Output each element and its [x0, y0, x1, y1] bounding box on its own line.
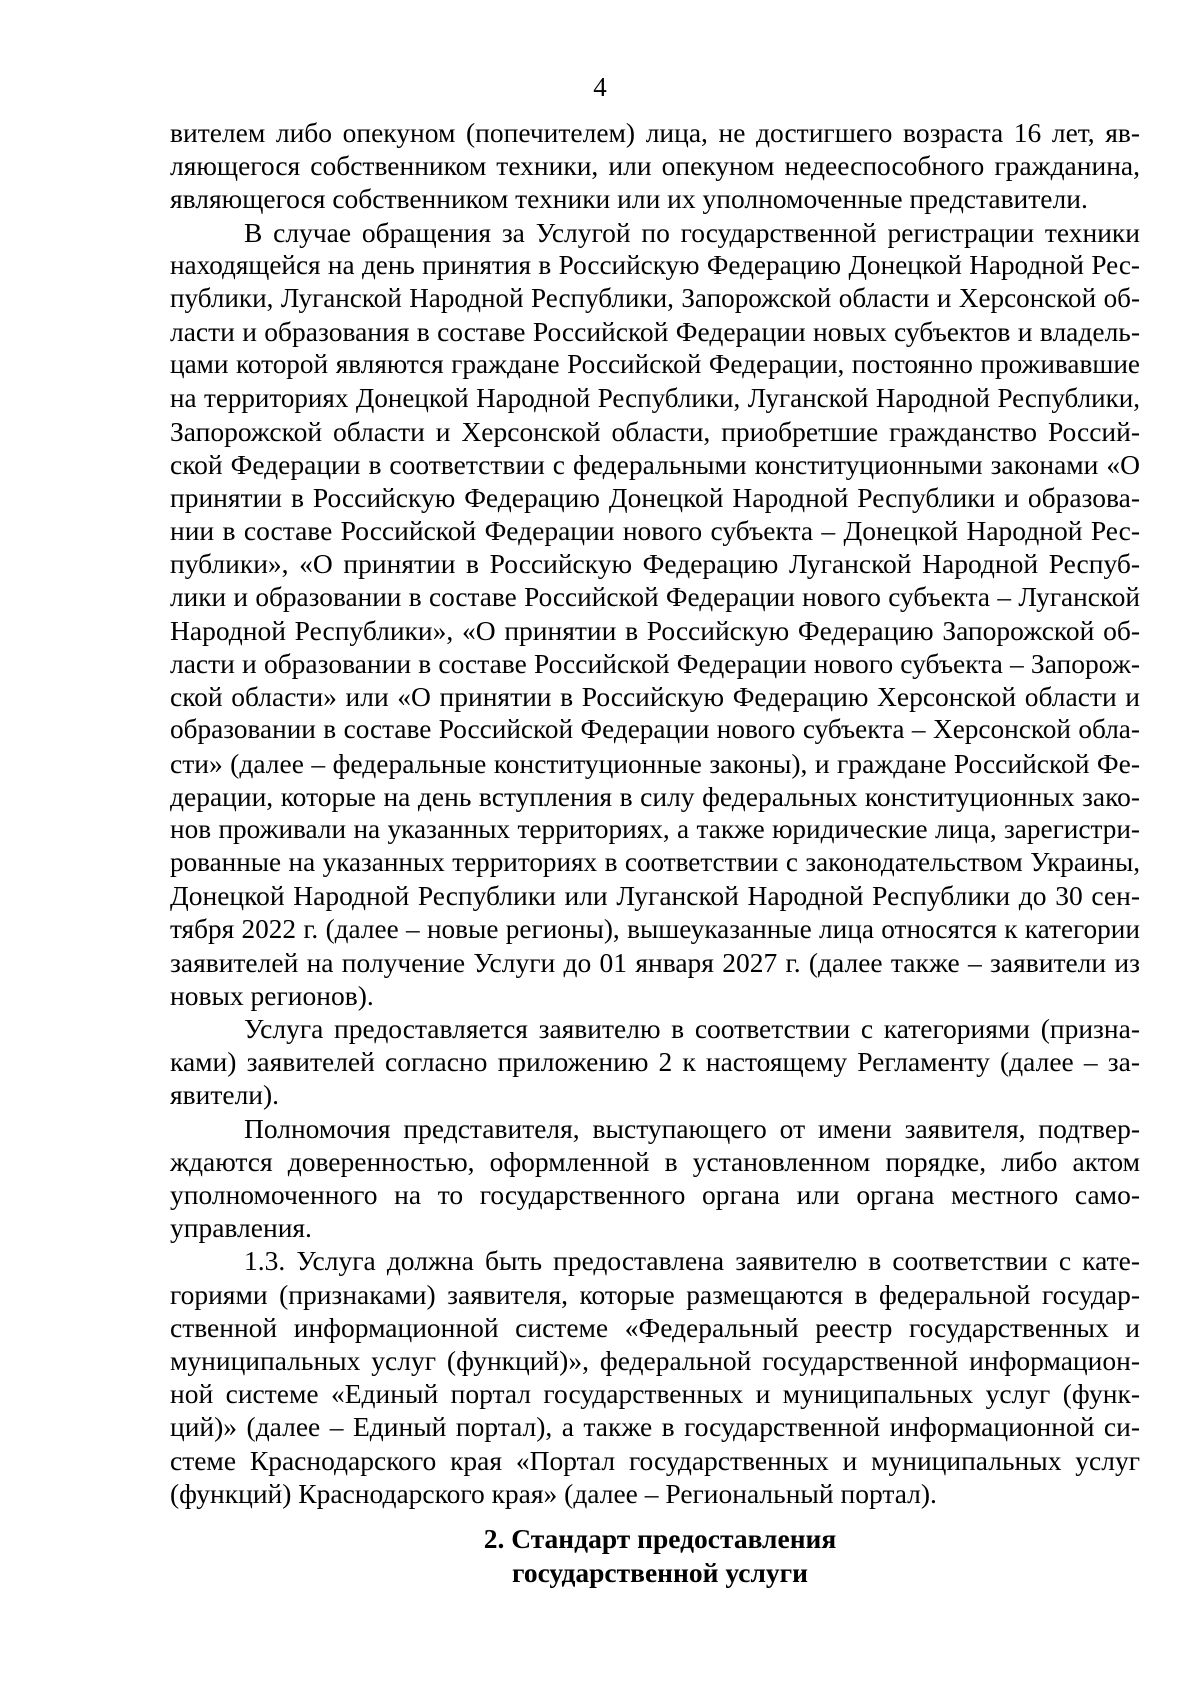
text-line: являющегося собственником техники или их уполномоченные представители. [170, 183, 1088, 215]
paragraph [170, 116, 1140, 216]
text-line: дерации, которые на день вступления в силу федеральных конституционных зако- [170, 780, 1140, 812]
text-line: 1.3. Услуга должна быть предоставлена заявителю в соответствии с кате- [244, 1245, 1140, 1277]
text-line: принятии в Российскую Федерацию Донецкой Народной Республики и образова- [170, 482, 1140, 514]
paragraph [170, 1012, 1140, 1112]
text-line: В случае обращения за Услугой по государственной регистрации техники [244, 216, 1140, 248]
text-line: публики, Луганской Народной Республики, Запорожской области и Херсонской об- [170, 282, 1140, 313]
text-line: публики», «О принятии в Российскую Федерацию Луганской Народной Респуб- [170, 548, 1140, 580]
text-line: ной системе «Единый портал государственных и муниципальных услуг (функ- [170, 1378, 1140, 1410]
text-line: заявителей на получение Услуги до 01 января 2027 г. (далее также – заявители из [170, 946, 1140, 978]
paragraph [170, 1112, 1140, 1245]
text-line: гориями (признаками) заявителя, которые размещаются в федеральной государ- [170, 1278, 1140, 1310]
text-line: ской области» или «О принятии в Российскую Федерацию Херсонской области и [170, 681, 1140, 713]
text-line: лики и образовании в составе Российской Федерации нового субъекта – Луганской [170, 581, 1140, 612]
text-line: муниципальных услуг (функций)», федеральной государственной информацион- [170, 1344, 1140, 1376]
text-line: Запорожской области и Херсонской области, приобретшие гражданство Россий- [170, 415, 1140, 447]
text-line: ками) заявителей согласно приложению 2 к настоящему Регламенту (далее – за- [170, 1046, 1140, 1078]
text-line: ласти и образования в составе Российской Федерации новых субъектов и владель- [170, 316, 1140, 348]
text-line: ласти и образовании в составе Российской Федерации нового субъекта – Запорож- [170, 648, 1140, 679]
text-line: управления. [170, 1212, 312, 1244]
text-line: ственной информационной системе «Федеральный реестр государственных и [170, 1311, 1140, 1343]
text-line: Полномочия представителя, выступающего от имени заявителя, подтвер- [244, 1112, 1140, 1144]
text-line: Народной Республики», «О принятии в Российскую Федерацию Запорожской об- [170, 614, 1140, 646]
text-line: уполномоченного на то государственного органа или органа местного само- [170, 1179, 1140, 1210]
text-line: новых регионов). [170, 979, 374, 1011]
text-line: тября 2022 г. (далее – новые регионы), вышеуказанные лица относятся к категории [170, 913, 1140, 944]
section-heading-line-1: 2. Стандарт предоставления [483, 1523, 837, 1554]
text-line: ждаются доверенностью, оформленной в установленном порядке, либо актом [170, 1145, 1140, 1177]
text-line: (функций) Краснодарского края» (далее – Региональный портал). [170, 1477, 937, 1509]
text-line: находящейся на день принятия в Российскую Федерацию Донецкой Народной Рес- [170, 249, 1140, 280]
text-line: на территориях Донецкой Народной Республики, Луганской Народной Республики, [170, 382, 1140, 413]
text-line: ской Федерации в соответствии с федеральными конституционными законами «О [170, 448, 1140, 480]
text-line: рованные на указанных территориях в соответствии с законодательством Украины, [170, 847, 1140, 878]
text-line: нии в составе Российской Федерации нового субъекта – Донецкой Народной Рес- [170, 515, 1140, 547]
text-line: цами которой являются граждане Российской Федерации, постоянно проживавшие [170, 349, 1140, 380]
section-heading [0, 1522, 1200, 1590]
paragraph [170, 216, 1140, 1013]
text-line: ляющегося собственником техники, или опекуном недееспособного гражданина, [170, 150, 1140, 182]
text-line: образовании в составе Российской Федерации нового субъекта – Херсонской обла- [170, 714, 1140, 745]
text-line: ций)» (далее – Единый портал), а также в государственной информационной си- [170, 1411, 1140, 1443]
paragraph [170, 1244, 1140, 1510]
text-line: Услуга предоставляется заявителю в соответствии с категориями (призна- [244, 1013, 1140, 1045]
text-line: Донецкой Народной Республики или Луганской Народной Республики до 30 сен- [170, 880, 1140, 912]
text-line: явители). [170, 1079, 280, 1111]
page-number: 4 [593, 72, 607, 102]
text-line: стеме Краснодарского края «Портал государственных и муниципальных услуг [170, 1444, 1140, 1476]
text-line: вителем либо опекуном (попечителем) лица, не достигшего возраста 16 лет, яв- [170, 117, 1140, 148]
section-heading-line-2: государственной услуги [512, 1557, 808, 1588]
document-body [170, 116, 1140, 1510]
text-line: нов проживали на указанных территориях, а также юридические лица, зарегистри- [170, 813, 1140, 844]
text-line: сти» (далее – федеральные конституционные законы), и граждане Российской Фе- [170, 747, 1140, 779]
